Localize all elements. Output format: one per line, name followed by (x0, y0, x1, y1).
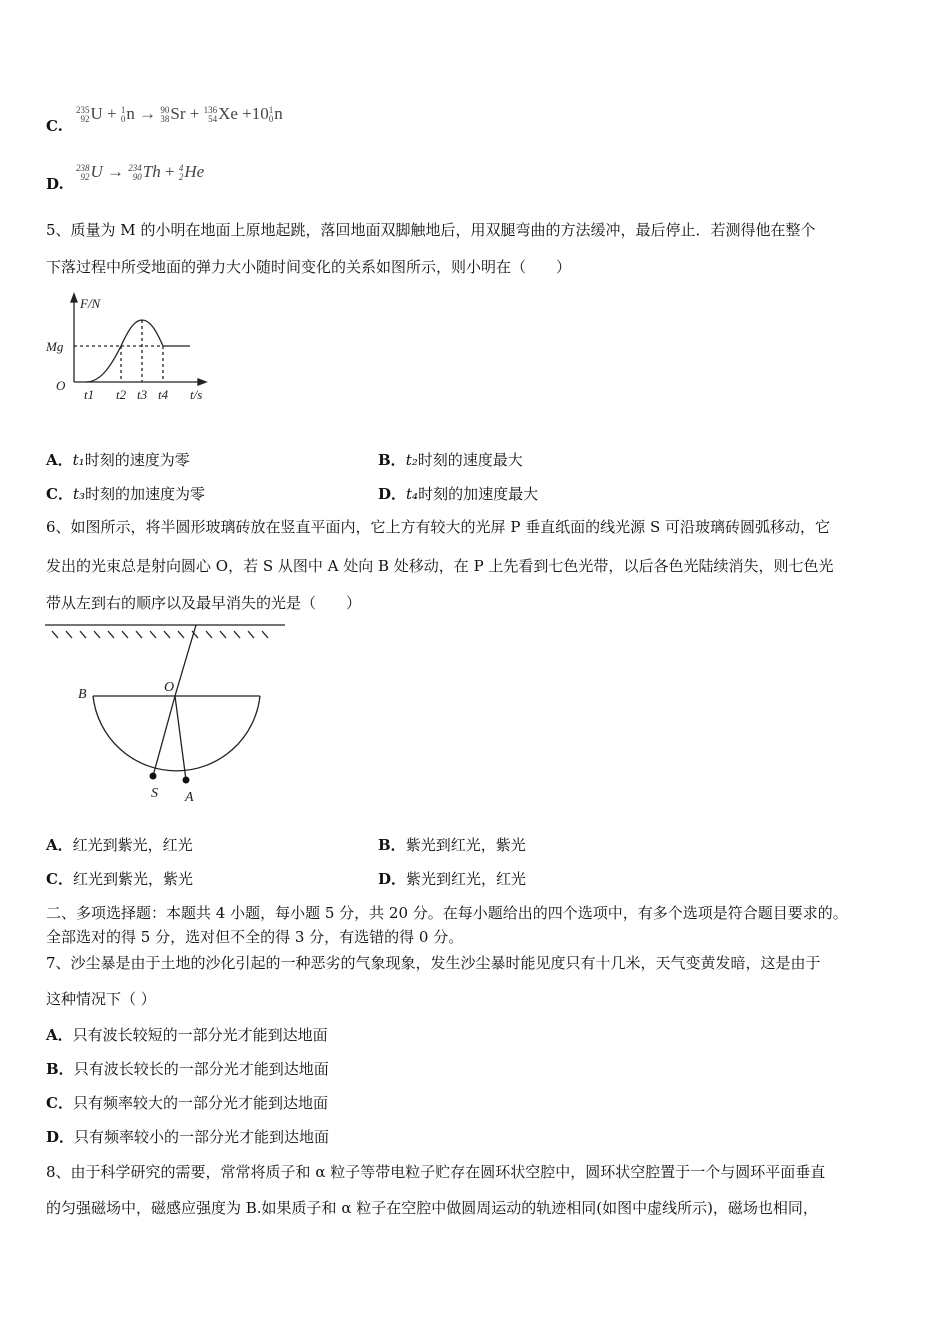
tick-t3: t3 (137, 387, 148, 402)
q8-text-line2: 的匀强磁场中，磁感应强度为 B.如果质子和 α 粒子在空腔中做圆周运动的轨迹相同(如图中虚线所示)，磁场也相同， (46, 1199, 818, 1217)
q5-text-line1: 5、质量为 M 的小明在地面上原地起跳，落回地面双脚触地后，用双腿弯曲的方法缓冲，最后停止．若测得他在整个 (46, 221, 816, 239)
q6-option-b[interactable]: B．紫光到红光，紫光 (378, 836, 526, 854)
q7-option-d[interactable]: D．只有频率较小的一部分光才能到达地面 (46, 1128, 330, 1146)
q7-text-line1: 7、沙尘暴是由于土地的沙化引起的一种恶劣的气象现象，发生沙尘暴时能见度只有十几米，天气变黄发暗，这是由于 (46, 954, 821, 972)
origin-label: O (56, 378, 66, 393)
tick-t2: t2 (116, 387, 127, 402)
q6-option-d[interactable]: D．紫光到红光，红光 (378, 870, 527, 888)
q7-option-b[interactable]: B．只有波长较长的一部分光才能到达地面 (46, 1060, 329, 1078)
q7-option-c[interactable]: C．只有频率较大的一部分光才能到达地面 (46, 1094, 328, 1112)
tick-t4: t4 (158, 387, 169, 402)
x-axis-label: t/s (190, 387, 203, 402)
q6-text-line2: 发出的光束总是射向圆心 O，若 S 从图中 A 处向 B 处移动，在 P 上先看到七色光带，以后各色光陆续消失，则七色光 (46, 557, 834, 575)
option-c-equation: 235 92 U + 1 0 n → 90 38 Sr + 136 54 Xe +10 1 0 n (76, 104, 283, 125)
q6-text-line3: 带从左到右的顺序以及最早消失的光是（ ） (46, 594, 362, 612)
force-time-graph (40, 290, 220, 410)
section2-heading-line1: 二、多项选择题：本题共 4 小题，每小题 5 分，共 20 分。在每小题给出的四个选项中，有多个选项是符合题目要求的。 (46, 904, 848, 922)
option-d-label: D. (46, 175, 64, 193)
option-c-label: C. (46, 117, 63, 135)
point-o-label: O (164, 680, 175, 695)
q8-text-line1: 8、由于科学研究的需要，常常将质子和 α 粒子等带电粒子贮存在圆环状空腔中，圆环状空腔置于一个与圆环平面垂直 (46, 1163, 826, 1181)
y-axis-label: F/N (80, 296, 101, 311)
q5-text-line2: 下落过程中所受地面的弹力大小随时间变化的关系如图所示，则小明在（ ） (46, 258, 572, 276)
tick-t1: t1 (84, 387, 95, 402)
q6-option-a[interactable]: A．红光到紫光，红光 (46, 836, 193, 854)
q5-option-d[interactable]: D．t₄时刻的加速度最大 (378, 485, 539, 503)
q5-option-c[interactable]: C．t₃时刻的加速度为零 (46, 485, 206, 503)
point-b-label: B (78, 687, 87, 702)
q5-option-a[interactable]: A．t₁时刻的速度为零 (46, 451, 190, 469)
q7-text-line2: 这种情况下（ ） (46, 990, 156, 1008)
point-s-label: S (151, 786, 158, 801)
option-d-equation: 238 92 U → 234 90 Th + 4 2 He (76, 162, 205, 183)
section2-heading-line2: 全部选对的得 5 分，选对但不全的得 3 分，有选错的得 0 分。 (46, 928, 464, 946)
q5-option-b[interactable]: B．t₂时刻的速度最大 (378, 451, 523, 469)
point-a-label: A (185, 790, 194, 805)
mg-label: Mg (46, 339, 64, 354)
semicircle-glass-figure (40, 615, 300, 805)
q6-text-line1: 6、如图所示，将半圆形玻璃砖放在竖直平面内，它上方有较大的光屏 P 垂直纸面的线光源 S 可沿玻璃砖圆弧移动，它 (46, 518, 830, 536)
q7-option-a[interactable]: A．只有波长较短的一部分光才能到达地面 (46, 1026, 328, 1044)
q6-option-c[interactable]: C．红光到紫光，紫光 (46, 870, 193, 888)
